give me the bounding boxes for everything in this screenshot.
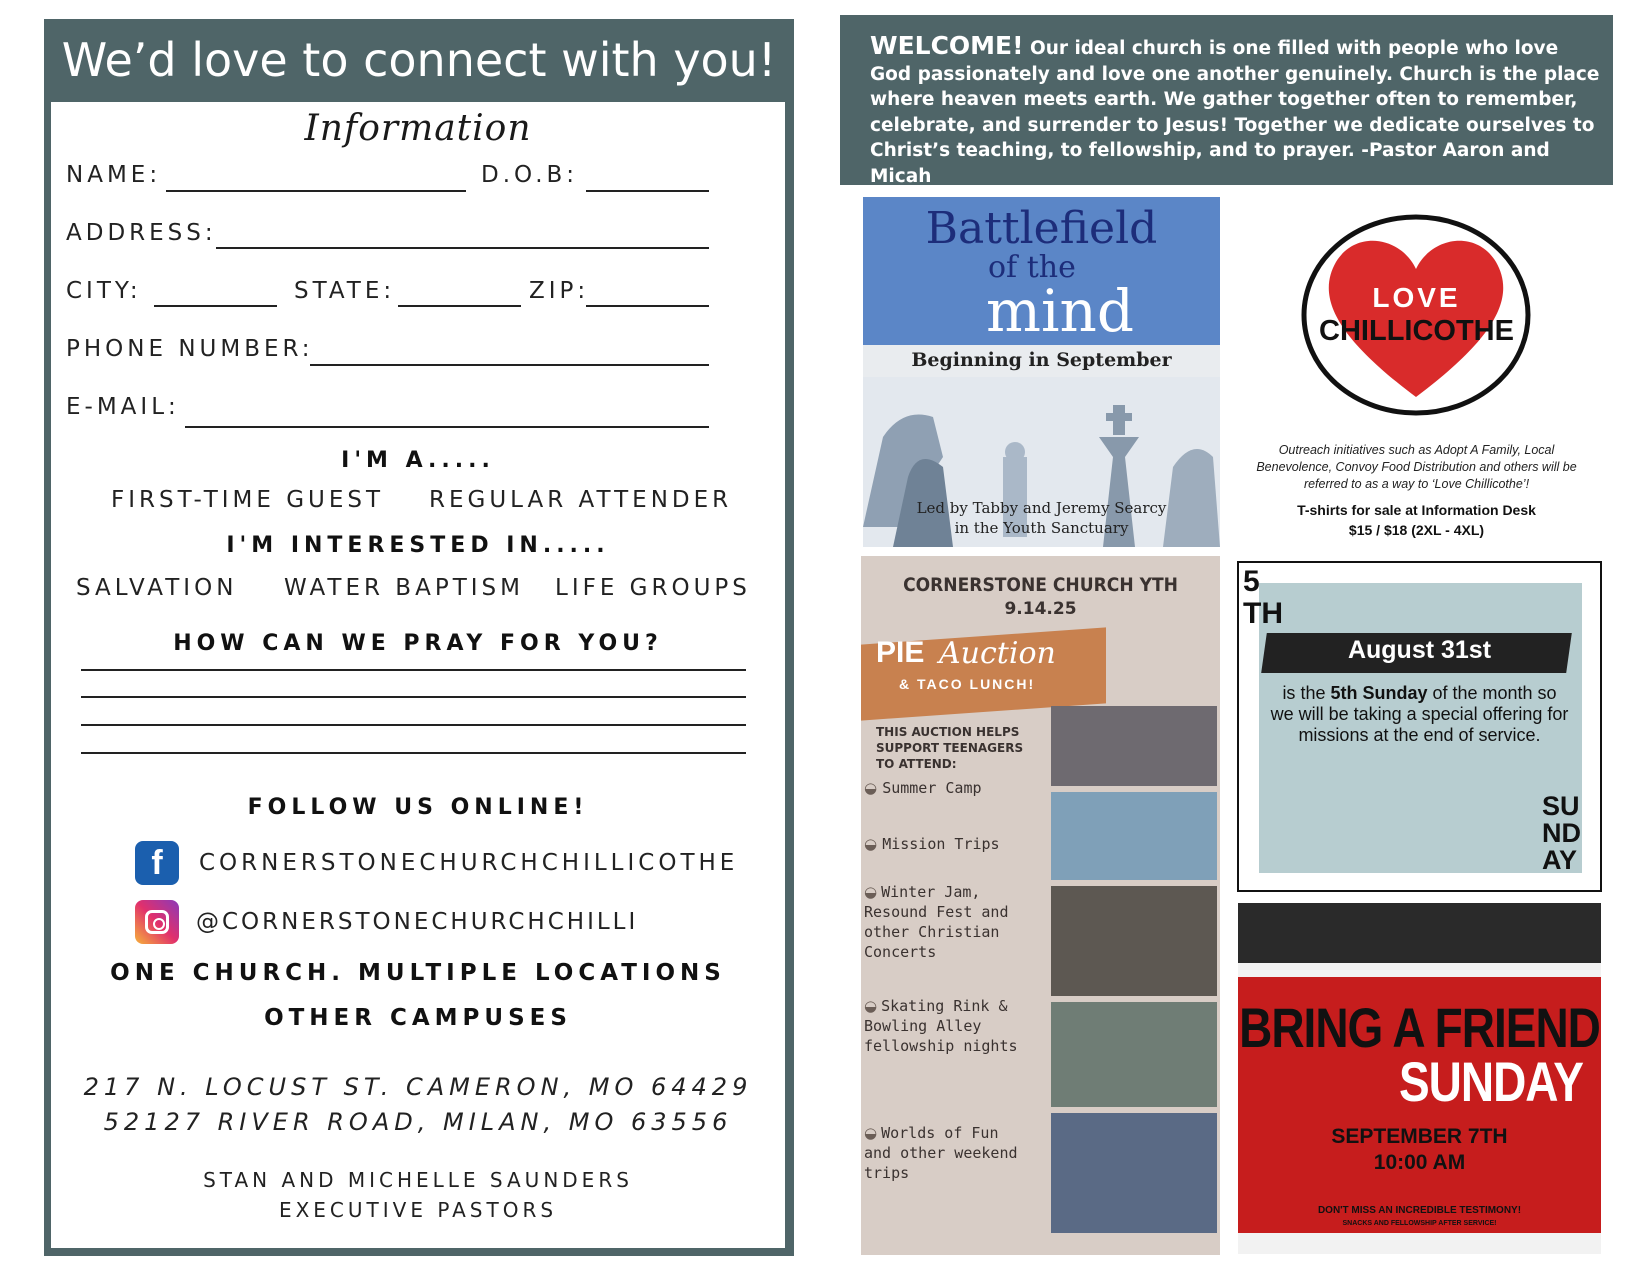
group-photo-5 [1051,1113,1217,1233]
list-item: ◒ Skating Rink & Bowling Alley fellowship nights [864,997,1018,1055]
name-label: NAME: [66,162,162,188]
battlefield-title: Battlefield [925,203,1158,254]
bring-friend-line2: SUNDAY [1398,1050,1583,1114]
fifth-date: August 31st [1347,636,1492,664]
pray-heading: HOW CAN WE PRAY FOR YOU? [173,631,663,656]
fifth-sunday-flyer [1237,561,1602,892]
fifth-text: is the 5th Sunday of the month so we will be taking a special offering for missions at the end of service. [1270,683,1569,745]
fifth-th: TH [1243,597,1283,630]
state-label: STATE: [294,278,396,304]
group-photo-4 [1051,1002,1217,1107]
torn-edge-bottom [1238,1233,1601,1254]
outreach-text: Outreach initiatives such as Adopt A Family, Local Benevolence, Convoy Food Distribution and others will be referred to as a way to ‘Love Chillicothe’! [1256,443,1577,491]
love-chillicothe-flyer [1240,197,1593,547]
instagram-icon[interactable] [135,900,179,944]
tshirt-prices: $15 / $18 (2XL - 4XL) [1348,522,1485,538]
bring-friend-line1: BRING A FRIEND [1239,996,1600,1060]
list-item: ◒ Mission Trips [864,835,1000,853]
auction-word: Auction [939,636,1056,671]
battlefield-mind: mind [986,277,1135,345]
pie-auction-flyer [861,556,1220,1255]
address-label: ADDRESS: [66,220,217,246]
group-photo-3 [1051,886,1217,996]
love-text: LOVE [1372,282,1461,313]
prayer-line-1[interactable] [81,669,746,671]
bring-friend-flyer [1238,903,1601,1254]
salvation-option[interactable]: SALVATION [76,575,238,601]
name-field[interactable] [166,190,466,192]
life-groups-option[interactable]: LIFE GROUPS [555,575,751,601]
zip-field[interactable] [586,305,709,307]
chillicothe-text: CHILLICOTHE [1319,315,1514,347]
prayer-line-2[interactable] [81,696,746,698]
dob-field[interactable] [586,190,709,192]
pastor-title: EXECUTIVE PASTORS [278,1198,558,1222]
pie-icon: ◒ [864,1124,878,1142]
water-baptism-option[interactable]: WATER BAPTISM [284,575,524,601]
city-label: CITY: [66,278,142,304]
connect-card [44,19,794,1256]
first-time-guest-option[interactable]: FIRST-TIME GUEST [111,487,385,513]
pie-icon: ◒ [864,883,878,901]
taco-lunch-text: & TACO LUNCH! [899,676,1036,692]
pie-icon: ◒ [864,835,878,853]
pie-word: PIE [876,636,925,669]
email-label: E-MAIL: [66,394,180,420]
regular-attender-option[interactable]: REGULAR ATTENDER [429,487,733,513]
tshirts-text: T-shirts for sale at Information Desk [1297,502,1536,518]
zip-label: ZIP: [529,278,590,304]
welcome-lead: WELCOME! [870,31,1024,60]
information-heading: Information [304,108,532,149]
list-item: ◒ Winter Jam, Resound Fest and other Christian Concerts [864,883,1009,961]
list-item: ◒ Summer Camp [864,779,982,797]
battlefield-subtitle: Beginning in September [911,349,1172,371]
battlefield-flyer [863,197,1220,547]
im-a-heading: I'M A..... [341,448,495,473]
battlefield-location: in the Youth Sanctuary [954,519,1129,537]
pie-org: CORNERSTONE CHURCH YTH [903,574,1178,596]
other-campuses-heading: OTHER CAMPUSES [264,1005,572,1031]
connect-form [51,102,785,1248]
sunday-vertical: SU ND AY [1542,791,1581,875]
phone-label: PHONE NUMBER: [66,336,314,362]
group-photo-2 [1051,792,1217,880]
facebook-handle[interactable]: CORNERSTONECHURCHCHILLICOTHE [199,850,739,876]
dob-label: D.O.B: [481,162,579,188]
pie-icon: ◒ [864,779,878,797]
pastor-names: STAN AND MICHELLE SAUNDERS [203,1168,633,1192]
email-field[interactable] [185,426,709,428]
campus-address-milan: 52127 RIVER ROAD, MILAN, MO 63556 [103,1108,733,1136]
bring-friend-date: SEPTEMBER 7TH [1331,1125,1508,1148]
bring-friend-time: 10:00 AM [1373,1151,1466,1174]
bring-friend-subnote: SNACKS AND FELLOWSHIP AFTER SERVICE! [1342,1220,1497,1227]
torn-edge-top [1238,963,1601,977]
city-field[interactable] [154,305,277,307]
pie-icon: ◒ [864,997,878,1015]
campus-address-cameron: 217 N. LOCUST ST. CAMERON, MO 64429 [83,1073,753,1101]
follow-heading: FOLLOW US ONLINE! [247,795,589,820]
group-photo-1 [1051,706,1217,786]
pie-date: 9.14.25 [1004,599,1077,619]
battlefield-led-by: Led by Tabby and Jeremy Searcy [916,499,1167,517]
phone-field[interactable] [310,364,709,366]
welcome-text: Our ideal church is one filled with people who love God passionately and love one another genuinely. Church is the place where heaven meets earth. We gather together often to remember, celebrate, and surrender to Jesus! Together we dedicate ourselves to Christ’s teaching, to fellowship, and to prayer. -Pastor Aaron and Micah [870,38,1600,187]
prayer-line-3[interactable] [81,724,746,726]
instagram-handle[interactable]: @CORNERSTONECHURCHCHILLI [196,909,639,935]
auction-helps-text: THIS AUCTION HELPS SUPPORT TEENAGERS TO ATTEND: [876,725,1024,771]
connect-title: We’d love to connect with you! [61,33,777,87]
fifth-num: 5 [1243,565,1260,598]
welcome-banner [840,15,1613,185]
address-field[interactable] [216,247,709,249]
battlefield-of-the: of the [988,250,1076,285]
bring-friend-note: DON'T MISS AN INCREDIBLE TESTIMONY! [1317,1205,1522,1216]
state-field[interactable] [398,305,521,307]
facebook-icon[interactable]: f [135,841,179,885]
list-item: ◒ Worlds of Fun and other weekend trips [864,1124,1018,1182]
prayer-line-4[interactable] [81,752,746,754]
interested-heading: I'M INTERESTED IN..... [226,533,610,558]
one-church-text: ONE CHURCH. MULTIPLE LOCATIONS [110,960,726,986]
